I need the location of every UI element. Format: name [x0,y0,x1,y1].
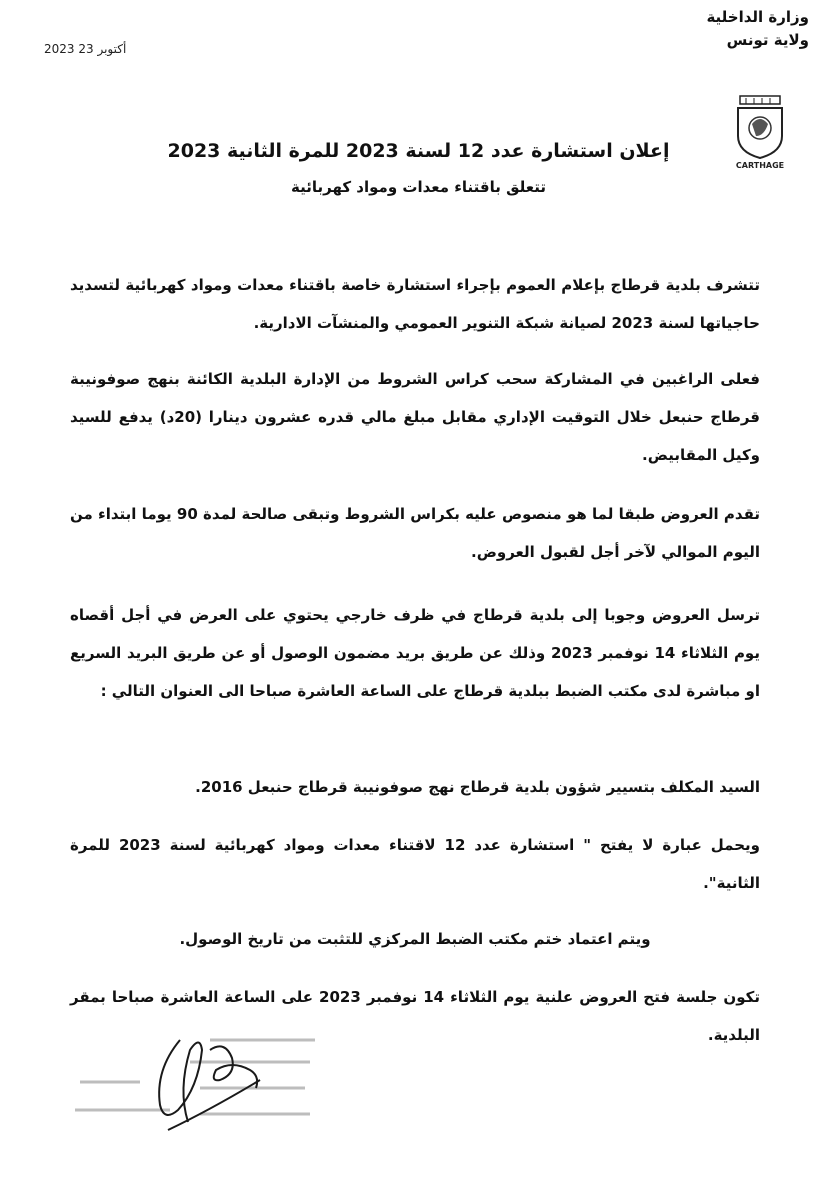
paragraph-submission: ترسل العروض وجوبا إلى بلدية قرطاج في ظرف خارجي يحتوي على العرض في أجل أقصاه يوم الثلاثاء 14 نوفمبر 2023 وذلك عن طريق بريد مضمون الوصول أو عن طريق البريد السريع او مباشرة لدى مكتب الضبط ببلدية قرطاج على الساعة العاشرة صباحا الى العنوان التالي : [70,606,760,700]
paragraph-stamp: ويتم اعتماد ختم مكتب الضبط المركزي للتثبت من تاريخ الوصول. [179,930,651,948]
announcement-title: إعلان استشارة عدد 12 لسنة 2023 للمرة الثانية 2023 [167,140,670,162]
paragraph-address: السيد المكلف بتسيير شؤون بلدية قرطاج نهج صوفونيبة قرطاج حنبعل 2016. [195,778,760,796]
faded-stamp [75,1040,315,1114]
paragraph-specifications: فعلى الراغبين في المشاركة سحب كراس الشروط من الإدارة البلدية الكائنة بنهج صوفونيبة قرطاج حنبعل خلال التوقيت الإداري مقابل مبلغ مالي قدره عشرون دينارا (20د) يدفع للسيد وكيل المقابيض. [70,370,761,464]
announcement-subtitle: تتعلق باقتناء معدات ومواد كهربائية [291,178,546,196]
paragraph-envelope-label: ويحمل عبارة لا يفتح " استشارة عدد 12 لاقتناء معدات ومواد كهربائية لسنة 2023 للمرة الثانية". [70,836,760,892]
state-name: ولاية تونس [726,30,809,49]
paragraph-opening-session: تكون جلسة فتح العروض علنية يوم الثلاثاء 14 نوفمبر 2023 على الساعة العاشرة صباحا بمقر البلدية. [70,988,760,1044]
signature-stamp [60,1010,330,1160]
letterhead [706,6,809,51]
paragraph-intro: تتشرف بلدية قرطاج بإعلام العموم بإجراء استشارة خاصة باقتناء معدات ومواد كهربائية لتسديد حاجياتها لسنة 2023 لصيانة شبكة التنوير العمومي والمنشآت الادارية. [70,276,760,332]
municipality-emblem-icon [730,92,790,170]
date-stamp: 2023 أكتوبر 23 [44,42,127,56]
ministry-name: وزارة الداخلية [706,8,809,26]
emblem-caption: CARTHAGE [735,161,785,170]
handwritten-signature [159,1040,260,1130]
paragraph-validity: تقدم العروض طبقا لما هو منصوص عليه بكراس الشروط وتبقى صالحة لمدة 90 يوما ابتداء من اليوم الموالي لآخر أجل لقبول العروض. [70,505,760,561]
